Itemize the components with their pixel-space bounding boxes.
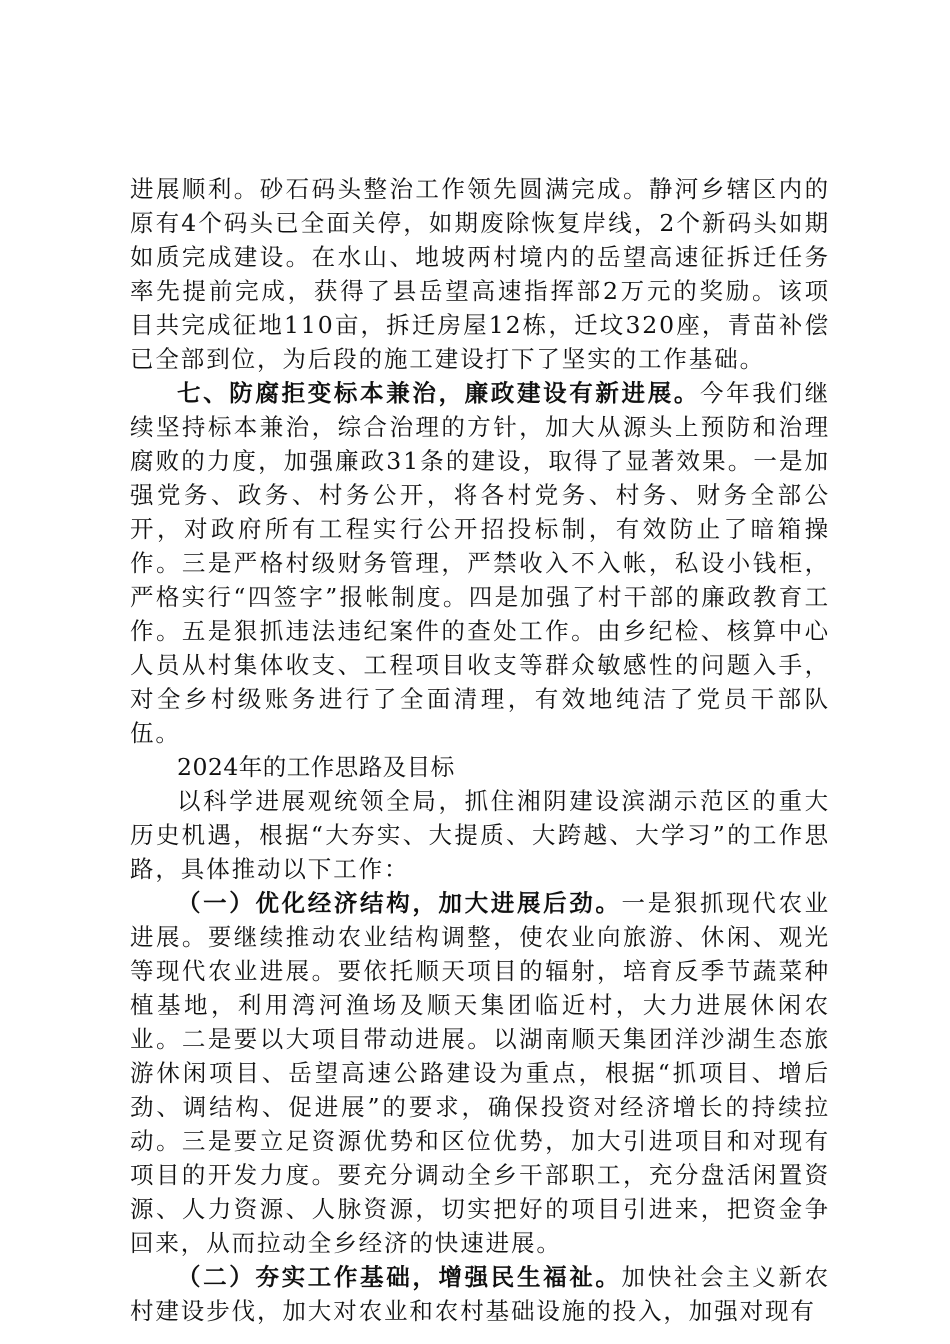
section-heading: 七、防腐拒变标本兼治，廉政建设有新进展。 xyxy=(177,379,700,407)
paragraph-item-two xyxy=(130,1260,830,1328)
paragraph-section-seven xyxy=(130,376,830,750)
plan-title: 2024年的工作思路及目标 xyxy=(177,753,455,781)
paragraph-text: 进展顺利。砂石码头整治工作领先圆满完成。静河乡辖区内的原有4个码头已全面关停，如期废除恢复岸线，2个新码头如期如质完成建设。在水山、地坡两村境内的岳望高速征拆迁任务率先提前完成，获得了县岳望高速指挥部2万元的奖励。该项目共完成征地110亩，拆迁房屋12栋，迁坟320座，青苗补偿已全部到位，为后段的施工建设打下了坚实的工作基础。 xyxy=(130,175,830,373)
paragraph-text: 今年我们继续坚持标本兼治，综合治理的方针，加大从源头上预防和治理腐败的力度，加强廉政31条的建设，取得了显著效果。一是加强党务、政务、村务公开，将各村党务、村务、财务全部公开，对政府所有工程实行公开招投标制，有效防止了暗箱操作。三是严格村级财务管理，严禁收入不入帐，私设小钱柜，严格实行“四签字”报帐制度。四是加强了村干部的廉政教育工作。五是狠抓违法违纪案件的查处工作。由乡纪检、核算中心人员从村集体收支、工程项目收支等群众敏感性的问题入手，对全乡村级账务进行了全面清理，有效地纯洁了党员干部队伍。 xyxy=(130,379,830,747)
item-heading: （二）夯实工作基础，增强民生福祉。 xyxy=(177,1263,622,1291)
document-page xyxy=(130,172,830,1328)
paragraph-guideline xyxy=(130,784,830,886)
paragraph-text: 一是狠抓现代农业进展。要继续推动农业结构调整，使农业向旅游、休闲、观光等现代农业进展。要依托顺天项目的辐射，培育反季节蔬菜种植基地，利用湾河渔场及顺天集团临近村，大力进展休闲农业。二是要以大项目带动进展。以湖南顺天集团洋沙湖生态旅游休闲项目、岳望高速公路建设为重点，根据“抓项目、增后劲、调结构、促进展”的要求，确保投资对经济增长的持续拉动。三是要立足资源优势和区位优势，加大引进项目和对现有项目的开发力度。要充分调动全乡干部职工，充分盘活闲置资源、人力资源、人脉资源，切实把好的项目引进来，把资金争回来，从而拉动全乡经济的快速进展。 xyxy=(130,889,830,1257)
paragraph-plan-title xyxy=(130,750,830,784)
item-heading: （一）优化经济结构，加大进展后劲。 xyxy=(177,889,622,917)
paragraph-continuation xyxy=(130,172,830,376)
paragraph-item-one xyxy=(130,886,830,1260)
paragraph-text: 以科学进展观统领全局，抓住湘阴建设滨湖示范区的重大历史机遇，根据“大夯实、大提质、大跨越、大学习”的工作思路，具体推动以下工作： xyxy=(130,787,830,883)
paragraph-text: 加快社会主义新农村建设步伐，加大对农业和农村基础设施的投入，加强对现有 xyxy=(130,1263,830,1325)
